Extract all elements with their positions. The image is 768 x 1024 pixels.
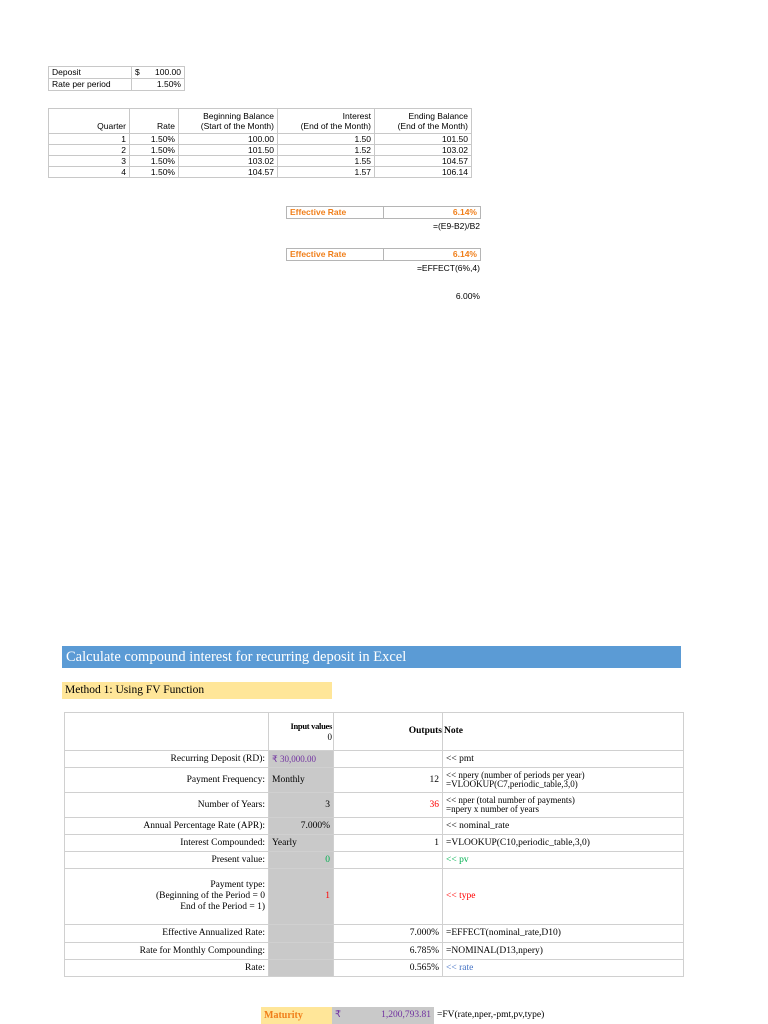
maturity-currency: ₹ [335, 1010, 342, 1020]
payment-frequency-input[interactable]: Monthly [269, 768, 334, 793]
effect-formula: =EFFECT(6%,4) [416, 263, 480, 273]
rd-table [64, 712, 684, 977]
table-cell: 104.57 [179, 167, 278, 178]
number-of-years-input[interactable]: 3 [269, 793, 334, 818]
table-row [65, 751, 684, 768]
row-note: =EFFECT(nominal_rate,D10) [443, 925, 684, 943]
table-cell: 1.50 [278, 134, 375, 145]
row-note: << type [443, 869, 684, 925]
table-cell: 1.52 [278, 145, 375, 156]
row-label: Number of Years: [65, 793, 269, 818]
deposit-table [48, 66, 185, 91]
col-header-ending-balance: Ending Balance (End of the Month) [375, 109, 472, 134]
row-note: << npery (number of periods per year) =VLOOKUP(C7,periodic_table,3,0) [443, 768, 684, 793]
table-cell: 101.50 [179, 145, 278, 156]
table-row [65, 869, 684, 925]
table-cell: 2 [49, 145, 130, 156]
row-output [334, 818, 443, 835]
maturity-label: Maturity [261, 1007, 332, 1024]
col-header-beginning-balance: Beginning Balance (Start of the Month) [179, 109, 278, 134]
row-label: Effective Annualized Rate: [65, 925, 269, 943]
table-cell: 4 [49, 167, 130, 178]
row-note: << pv [443, 852, 684, 869]
row-note: << nper (total number of payments) =npery x number of years [443, 793, 684, 818]
nominal-rate-value: 6.00% [455, 291, 480, 301]
row-label: Payment Frequency: [65, 768, 269, 793]
apr-input[interactable]: 7.000% [269, 818, 334, 835]
table-cell: 1.50% [130, 134, 179, 145]
rd-title-bar: Calculate compound interest for recurring deposit in Excel [62, 646, 681, 668]
table-row [65, 852, 684, 869]
col-header-interest: Interest (End of the Month) [278, 109, 375, 134]
col-header-quarter: Quarter [49, 109, 130, 134]
maturity-formula: =FV(rate,nper,-pmt,pv,type) [437, 1010, 545, 1020]
table-cell: 1.50% [130, 145, 179, 156]
table-row [49, 167, 472, 178]
table-row [65, 793, 684, 818]
row-label: Payment type: (Beginning of the Period = 0 End of the Period = 1) [65, 869, 269, 925]
present-value-input[interactable]: 0 [269, 852, 334, 869]
outputs-header: Outputs [334, 713, 443, 751]
effective-rate-formula: =(E9-B2)/B2 [432, 221, 480, 231]
quarter-table [48, 108, 472, 178]
row-input [269, 960, 334, 977]
table-row [49, 156, 472, 167]
table-cell: 1.57 [278, 167, 375, 178]
effective-rate-value: 6.14% [384, 249, 481, 261]
recurring-deposit-input[interactable]: ₹ 30,000.00 [269, 751, 334, 768]
row-label: Rate: [65, 960, 269, 977]
rate-value: 1.50% [132, 79, 185, 91]
table-cell: 100.00 [179, 134, 278, 145]
row-output: 0.565% [334, 960, 443, 977]
row-note: << rate [443, 960, 684, 977]
rate-label: Rate per period [49, 79, 132, 91]
row-input [269, 943, 334, 960]
maturity-value: 1,200,793.81 [381, 1010, 431, 1020]
inputs-header: Input values [290, 720, 332, 731]
payment-type-input[interactable]: 1 [269, 869, 334, 925]
table-cell: 1.55 [278, 156, 375, 167]
table-row [49, 145, 472, 156]
maturity-value-cell [332, 1007, 434, 1024]
row-input [269, 925, 334, 943]
row-label: Interest Compounded: [65, 835, 269, 852]
effective-rate-box-1 [286, 206, 481, 219]
row-note: << nominal_rate [443, 818, 684, 835]
table-row [65, 943, 684, 960]
table-cell: 1.50% [130, 167, 179, 178]
row-output: 12 [334, 768, 443, 793]
table-row [65, 835, 684, 852]
row-output [334, 869, 443, 925]
col-header-rate: Rate [130, 109, 179, 134]
row-label: Recurring Deposit (RD): [65, 751, 269, 768]
row-output [334, 852, 443, 869]
note-header: Note [443, 713, 684, 751]
row-note: << pmt [446, 753, 474, 764]
effective-rate-label: Effective Rate [287, 249, 384, 261]
effective-rate-label: Effective Rate [287, 207, 384, 219]
table-row [65, 960, 684, 977]
deposit-value: 100.00 [155, 67, 181, 77]
row-output [334, 751, 443, 768]
table-cell: 103.02 [179, 156, 278, 167]
row-label: Present value: [65, 852, 269, 869]
effective-rate-value: 6.14% [384, 207, 481, 219]
row-output: 7.000% [334, 925, 443, 943]
deposit-label: Deposit [49, 67, 132, 79]
row-label: Rate for Monthly Compounding: [65, 943, 269, 960]
table-cell: 103.02 [375, 145, 472, 156]
row-note: =VLOOKUP(C10,periodic_table,3,0) [443, 835, 684, 852]
table-row [65, 768, 684, 793]
table-row [65, 925, 684, 943]
row-output: 1 [334, 835, 443, 852]
table-row [49, 134, 472, 145]
row-label: Annual Percentage Rate (APR): [65, 818, 269, 835]
effective-rate-box-2 [286, 248, 481, 261]
table-cell: 1 [49, 134, 130, 145]
table-cell: 1.50% [130, 156, 179, 167]
method-label: Method 1: Using FV Function [62, 682, 332, 699]
row-note: =NOMINAL(D13,npery) [443, 943, 684, 960]
table-cell: 3 [49, 156, 130, 167]
row-output: 36 [334, 793, 443, 818]
table-cell: 106.14 [375, 167, 472, 178]
inputs-header-sub: 0 [327, 731, 332, 742]
interest-compounded-input[interactable]: Yearly [269, 835, 334, 852]
table-cell: 104.57 [375, 156, 472, 167]
table-row [65, 818, 684, 835]
deposit-currency: $ [135, 67, 140, 77]
row-output: 6.785% [334, 943, 443, 960]
table-cell: 101.50 [375, 134, 472, 145]
